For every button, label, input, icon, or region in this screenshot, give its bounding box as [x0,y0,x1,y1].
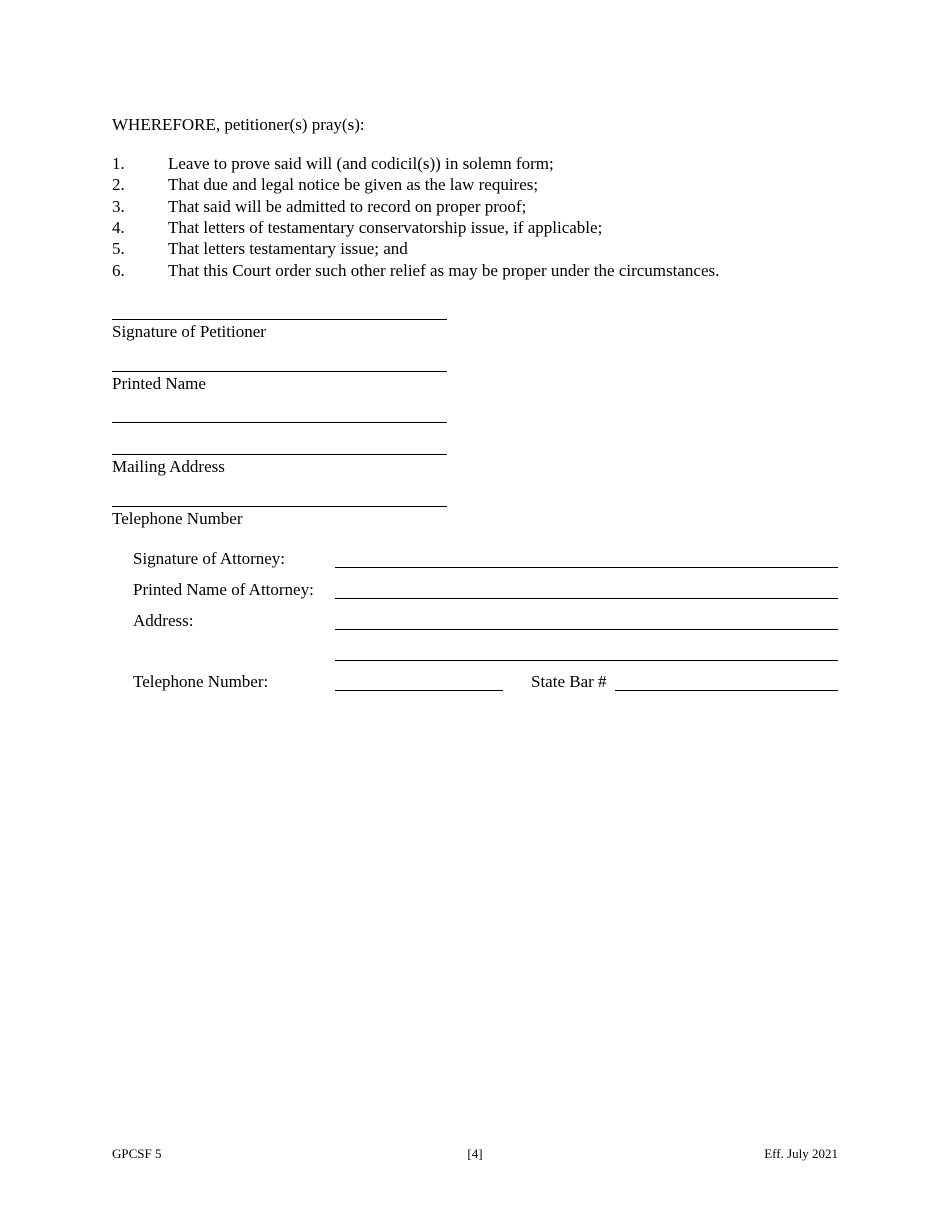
attorney-address-line-1[interactable] [335,629,838,630]
list-item-text: That letters testamentary issue; and [168,239,408,258]
attorney-telephone-line[interactable] [335,690,503,691]
list-item-text: That this Court order such other relief as may be proper under the circumstances. [168,261,720,280]
list-item-text: That due and legal notice be given as the law requires; [168,175,539,194]
list-item-text: That letters of testamentary conservatorship issue, if applicable; [168,218,603,237]
list-item-text: Leave to prove said will (and codicil(s)) in solemn form; [168,154,554,173]
petitioner-signature-label: Signature of Petitioner [112,322,266,341]
state-bar-line[interactable] [615,690,838,691]
petitioner-signature-line[interactable] [112,319,447,320]
attorney-address-line-2[interactable] [335,660,838,661]
list-item-number: 6. [112,261,125,280]
state-bar-label: State Bar # [531,672,607,691]
petitioner-address-line-2[interactable] [112,454,447,455]
footer-form-id: GPCSF 5 [112,1146,162,1161]
petitioner-telephone-line[interactable] [112,506,447,507]
petitioner-telephone-label: Telephone Number [112,509,243,528]
footer-page-number: [4] [467,1146,483,1161]
attorney-printed-name-line[interactable] [335,598,838,599]
attorney-address-label: Address: [133,611,194,630]
attorney-signature-label: Signature of Attorney: [133,549,286,568]
list-item-text: That said will be admitted to record on proper proof; [168,197,527,216]
list-item-number: 5. [112,239,125,258]
list-item-number: 3. [112,197,125,216]
list-item-number: 2. [112,175,125,194]
petitioner-printed-name-label: Printed Name [112,374,206,393]
prayer-intro: WHEREFORE, petitioner(s) pray(s): [112,115,365,134]
footer-effective-date: Eff. July 2021 [764,1146,838,1161]
attorney-telephone-label: Telephone Number: [133,672,269,691]
petitioner-mailing-address-label: Mailing Address [112,457,225,476]
list-item-number: 1. [112,154,125,173]
petitioner-address-line-1[interactable] [112,422,447,423]
attorney-printed-name-label: Printed Name of Attorney: [133,580,314,599]
attorney-signature-line[interactable] [335,567,838,568]
petitioner-printed-name-line[interactable] [112,371,447,372]
list-item-number: 4. [112,218,125,237]
